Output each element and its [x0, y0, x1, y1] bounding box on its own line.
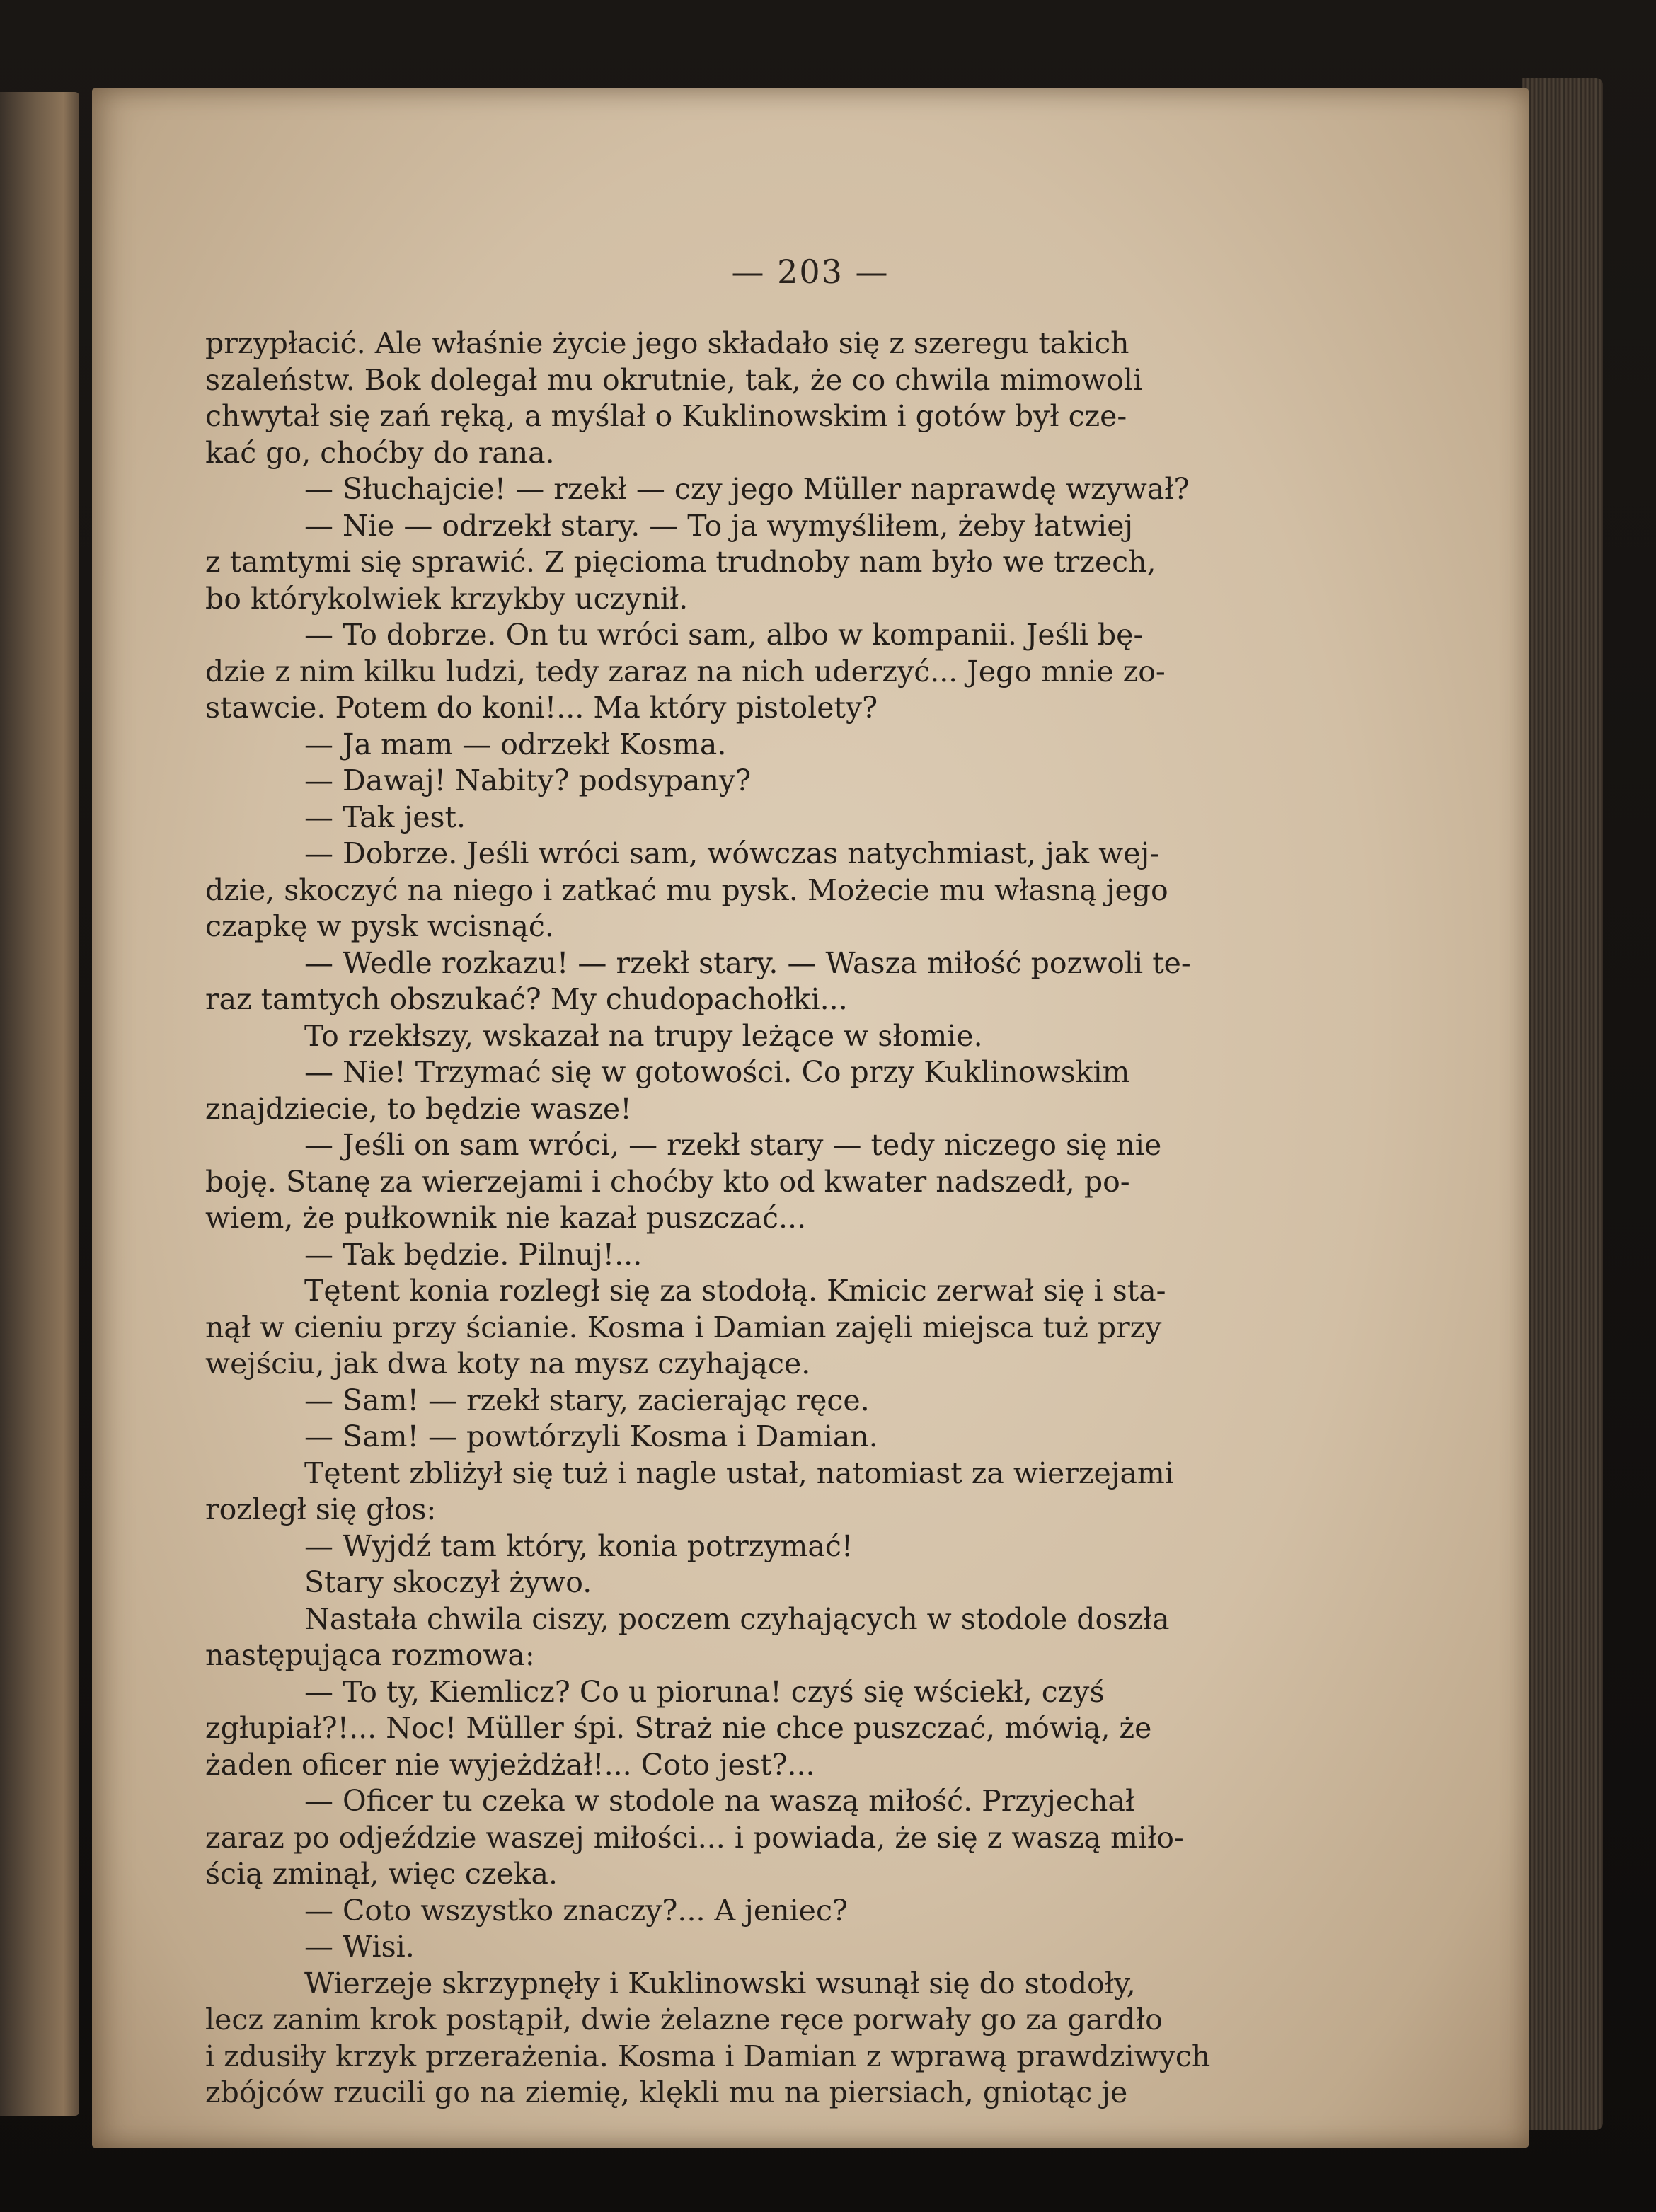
- text-line: — Wedle rozkazu! — rzekł stary. — Wasza miłość pozwoli te-: [304, 945, 1191, 980]
- text-line: z tamtymi się sprawić. Z pięcioma trudnoby nam było we trzech,: [205, 545, 1156, 579]
- text-line: szaleństw. Bok dolegał mu okrutnie, tak, że co chwila mimowoli: [205, 362, 1142, 397]
- text-line: dzie, skoczyć na niego i zatkać mu pysk. Możecie mu własną jego: [205, 872, 1168, 907]
- text-line: znajdziecie, to będzie wasze!: [205, 1091, 632, 1126]
- text-line: zaraz po odjeździe waszej miłości... i powiada, że się z waszą miło-: [205, 1820, 1184, 1855]
- text-line: i zdusiły krzyk przerażenia. Kosma i Damian z wprawą prawdziwych: [205, 2039, 1211, 2073]
- text-line: raz tamtych obszukać? My chudopachołki...: [205, 982, 848, 1016]
- text-line: — Nie — odrzekł stary. — To ja wymyśliłem, żeby łatwiej: [304, 508, 1134, 543]
- text-line: dzie z nim kilku ludzi, tedy zaraz na nich uderzyć... Jego mnie zo-: [205, 654, 1166, 689]
- text-line: następująca rozmowa:: [205, 1638, 535, 1672]
- text-line: nął w cieniu przy ścianie. Kosma i Damian zajęli miejsca tuż przy: [205, 1310, 1162, 1344]
- page-number: — 203 —: [731, 253, 890, 291]
- text-line: — Słuchajcie! — rzekł — czy jego Müller naprawdę wzywał?: [304, 472, 1190, 506]
- text-line: rozległ się głos:: [205, 1492, 437, 1526]
- text-line: — Tak jest.: [304, 800, 466, 834]
- text-line: zgłupiał?!... Noc! Müller śpi. Straż nie chce puszczać, mówią, że: [205, 1711, 1152, 1745]
- text-line: — Dawaj! Nabity? podsypany?: [304, 764, 752, 797]
- text-line: — Dobrze. Jeśli wróci sam, wówczas natychmiast, jak wej-: [304, 836, 1160, 870]
- text-line: wejściu, jak dwa koty na mysz czyhające.: [205, 1347, 811, 1381]
- book-page-edges: [1522, 78, 1603, 2130]
- text-line: Tętent zbliżył się tuż i nagle ustał, natomiast za wierzejami: [304, 1456, 1174, 1490]
- text-line: — Ja mam — odrzekł Kosma.: [304, 727, 727, 761]
- text-line: bo którykolwiek krzykby uczynił.: [205, 581, 689, 616]
- text-line: — Jeśli on sam wróci, — rzekł stary — tedy niczego się nie: [304, 1128, 1162, 1162]
- text-line: zbójców rzucili go na ziemię, klękli mu na piersiach, gniotąc je: [205, 2075, 1128, 2109]
- text-line: lecz zanim krok postąpił, dwie żelazne ręce porwały go za gardło: [205, 2003, 1163, 2037]
- text-line: — Nie! Trzymać się w gotowości. Co przy Kuklinowskim: [304, 1055, 1130, 1089]
- left-page-edge: [0, 92, 79, 2116]
- text-line: przypłacić. Ale właśnie życie jego składało się z szeregu takich: [205, 326, 1129, 360]
- text-line: — Wyjdź tam który, konia potrzymać!: [304, 1528, 853, 1563]
- text-line: — Oficer tu czeka w stodole na waszą miłość. Przyjechał: [304, 1784, 1135, 1818]
- text-line: czapkę w pysk wcisnąć.: [205, 909, 554, 943]
- text-line: — To dobrze. On tu wróci sam, albo w kompanii. Jeśli bę-: [304, 618, 1144, 652]
- text-line: — Tak będzie. Pilnuj!...: [304, 1237, 643, 1272]
- text-line: boję. Stanę za wierzejami i choćby kto od kwater nadszedł, po-: [205, 1164, 1130, 1199]
- text-line: — Sam! — powtórzyli Kosma i Damian.: [304, 1419, 878, 1453]
- text-line: Wierzeje skrzypnęły i Kuklinowski wsunął się do stodoły,: [304, 1966, 1136, 2000]
- text-line: — Coto wszystko znaczy?... A jeniec?: [304, 1893, 848, 1928]
- text-line: Stary skoczył żywo.: [304, 1565, 592, 1599]
- text-line: — Wisi.: [304, 1930, 415, 1964]
- text-line: żaden oficer nie wyjeżdżał!... Coto jest?...: [205, 1747, 815, 1782]
- text-line: kać go, choćby do rana.: [205, 435, 555, 470]
- text-line: Tętent konia rozległ się za stodołą. Kmicic zerwał się i sta-: [304, 1274, 1166, 1308]
- body-text: [205, 326, 1352, 2112]
- book-page: [92, 88, 1529, 2148]
- text-line: chwytał się zań ręką, a myślał o Kuklinowskim i gotów był cze-: [205, 399, 1127, 433]
- text-line: wiem, że pułkownik nie kazał puszczać...: [205, 1201, 807, 1235]
- text-line: ścią zminął, więc czeka.: [205, 1857, 558, 1891]
- text-line: stawcie. Potem do koni!... Ma który pistolety?: [205, 691, 878, 725]
- text-line: — Sam! — rzekł stary, zacierając ręce.: [304, 1383, 870, 1417]
- text-line: Nastała chwila ciszy, poczem czyhających w stodole doszła: [304, 1601, 1170, 1636]
- text-line: To rzekłszy, wskazał na trupy leżące w słomie.: [304, 1018, 983, 1053]
- text-line: — To ty, Kiemlicz? Co u pioruna! czyś się wściekł, czyś: [304, 1674, 1105, 1709]
